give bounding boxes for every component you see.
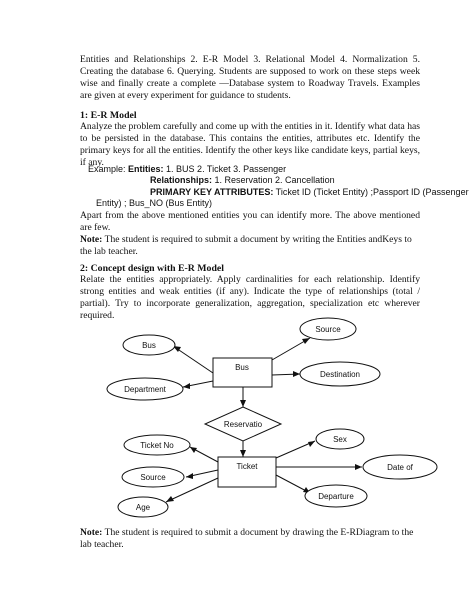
- entities-text: 1. BUS 2. Ticket 3. Passenger: [163, 164, 287, 174]
- attr-source-bottom-label: Source: [140, 473, 166, 482]
- arrowhead-source-bottom: [186, 473, 193, 479]
- intro-paragraph: Entities and Relationships 2. E-R Model 3. Relational Model 4. Normalization 5. Creating the database 6. Querying. Students are supposed to work on these steps week wise and finally create a complete —Database system to Roadway Travels. Examples are given at every experiment for guidance to students.: [80, 54, 420, 101]
- attr-destination-label: Destination: [319, 370, 361, 379]
- note-1-label: Note:: [80, 234, 103, 245]
- arrowhead-destination: [293, 371, 300, 377]
- attr-age-label: Age: [135, 503, 151, 512]
- reservation-label: Reservatio: [223, 420, 263, 429]
- attr-ticket-no-label: Ticket No: [140, 441, 174, 450]
- arrowhead-reservation: [240, 400, 246, 407]
- arrowhead-ticket: [240, 450, 246, 457]
- arrowhead-sex: [308, 441, 315, 447]
- section2-body: Relate the entities appropriately. Apply cardinalities for each relationship. Identify strong entities and weak entities (if any). Indicate the type of relationships (total / partial). Try to incorporate generalization, aggregation, specialization etc wherever required.: [80, 274, 420, 321]
- section1-heading: 1: E-R Model: [80, 110, 137, 121]
- ticket-entity-label: Ticket: [236, 462, 258, 471]
- arrowhead-date-of: [355, 464, 362, 470]
- entities-label: Entities:: [128, 164, 164, 174]
- arrowhead-department: [183, 383, 190, 389]
- note-2: [80, 527, 420, 551]
- example-prefix: Example:: [88, 164, 129, 174]
- note-2-label: Note:: [80, 527, 103, 538]
- attr-date-of-label: Date of: [387, 463, 413, 472]
- attr-sex-label: Sex: [333, 435, 347, 444]
- attr-bus-label: Bus: [142, 341, 156, 350]
- relationships-text: 1. Reservation 2. Cancellation: [212, 175, 335, 186]
- bus-entity-label: Bus: [235, 363, 249, 372]
- note-2-text: The student is required to submit a document by drawing the E-RDiagram to the lab teacher.: [80, 527, 414, 550]
- attr-department-label: Department: [124, 385, 166, 394]
- section1-body: Analyze the problem carefully and come up with the entities in it. Identify what data has to be persisted in the database. This contains the entities, attributes etc. Identify the primary keys for all the entities. Identify the other keys like candidate keys, partial keys, if any.: [80, 121, 420, 168]
- pk-label: PRIMARY KEY ATTRIBUTES:: [150, 186, 274, 197]
- example-pk-continued: Entity) ; Bus_NO (Bus Entity): [96, 198, 213, 209]
- section2-heading: 2: Concept design with E-R Model: [80, 263, 224, 274]
- apart-paragraph: Apart from the above mentioned entities you can identify more. The above mentioned are few.: [80, 210, 420, 233]
- attr-departure-label: Departure: [318, 492, 354, 501]
- attr-source-top-label: Source: [315, 325, 341, 334]
- arrowhead-source-top: [302, 338, 310, 344]
- note-1-text: The student is required to submit a document by writing the Entities andKeys to the lab teacher.: [80, 234, 412, 257]
- pk-text: Ticket ID (Ticket Entity) ;Passport ID (Passenger: [273, 186, 469, 197]
- relationships-label: Relationships:: [150, 175, 213, 186]
